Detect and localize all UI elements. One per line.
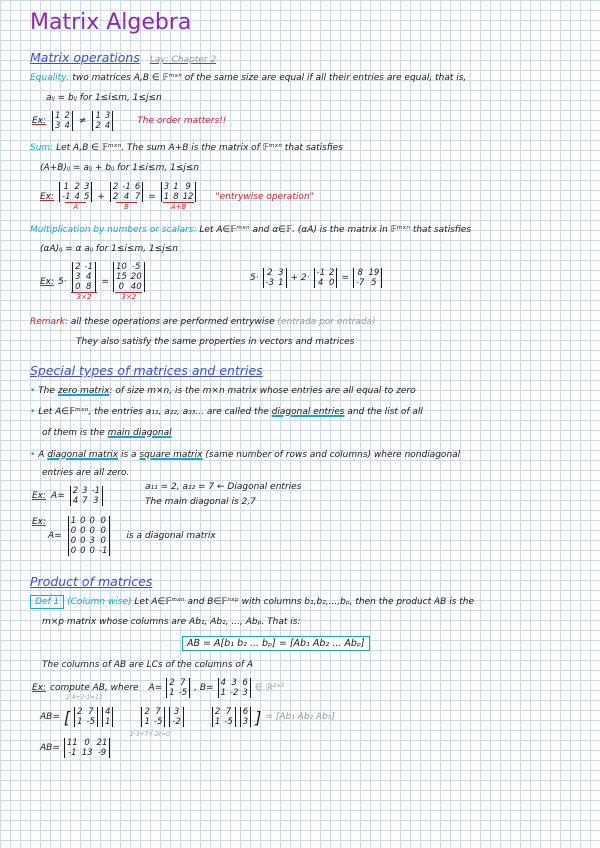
definition-subtitle: (Column wise) bbox=[67, 597, 132, 607]
combination-example: 5· 2 3 -3 1 + 2· -1 2 4 0 = 8 19 -7 5 bbox=[250, 268, 382, 288]
matrix-cell: -1 bbox=[98, 546, 108, 556]
matrix-cell: 10 bbox=[115, 262, 127, 272]
matrix-cell: 6 bbox=[242, 678, 248, 688]
matrix-cell: 8 bbox=[357, 268, 363, 278]
matrix-cell: 0 bbox=[70, 546, 77, 556]
matrix bbox=[59, 182, 92, 202]
matrix-cell: 1 bbox=[63, 182, 69, 192]
matrix-cell: 3 bbox=[75, 272, 81, 282]
matrix-cell: 2 bbox=[144, 707, 150, 717]
matrix bbox=[314, 268, 338, 288]
matrix bbox=[212, 707, 236, 727]
matrix-cell: 0 bbox=[328, 278, 335, 288]
matrix-label: A+B bbox=[163, 202, 194, 211]
matrix-cell: -1 bbox=[91, 486, 101, 496]
term-square-matrix: square matrix bbox=[139, 450, 203, 460]
page-title: Matrix Algebra bbox=[30, 10, 192, 35]
matrix-cell: -5 bbox=[178, 688, 188, 698]
matrix-cell: 0 bbox=[118, 282, 125, 292]
equality-condition: aᵢⱼ = bᵢⱼ for 1≤i≤m, 1≤j≤n bbox=[46, 93, 162, 103]
definition-text: Let A∈𝔽ᵐˣⁿ and B∈𝔽ⁿˣᵖ with columns b₁,b₂,...,bₚ, then the product AB is the bbox=[134, 597, 475, 607]
matrix-cell: 2 bbox=[64, 111, 70, 121]
matrix bbox=[74, 707, 98, 727]
matrix-cell: 21 bbox=[96, 738, 108, 748]
scalar-text: Let A∈𝔽ᵐˣⁿ and α∈𝔽. (αA) is the matrix in 𝔽ᵐˣⁿ that satisfies bbox=[199, 225, 471, 235]
order-note: The order matters!! bbox=[137, 116, 227, 126]
section-heading-special: Special types of matrices and entries bbox=[30, 363, 263, 378]
definition-badge: Def 1 bbox=[30, 595, 64, 609]
term-diagonal-entries: diagonal entries bbox=[271, 407, 345, 417]
matrix-cell: 2 bbox=[169, 678, 175, 688]
matrix-cell: 2 bbox=[267, 268, 273, 278]
matrix-b bbox=[218, 678, 251, 698]
def-line-2: m×p matrix whose columns are Ab₁, Ab₂, ..., Abₚ. That is: bbox=[42, 617, 301, 627]
diagonal-example bbox=[32, 486, 103, 506]
matrix-cell: 0 bbox=[89, 546, 95, 556]
matrix-cell: 8 bbox=[173, 192, 179, 202]
result-matrix bbox=[64, 738, 110, 758]
text: A bbox=[38, 450, 45, 460]
scribble-2: 2·3+7·(-2)=0 bbox=[130, 731, 170, 738]
matrix-cell: 4 bbox=[220, 678, 226, 688]
matrix-label: A bbox=[65, 202, 86, 211]
sum-matrix-a bbox=[59, 182, 92, 211]
example-label: Ex: bbox=[32, 683, 47, 693]
scalar-factor: 5· bbox=[58, 276, 67, 287]
example-label: Ex: bbox=[32, 491, 47, 501]
scalar-result bbox=[113, 262, 145, 301]
matrix-cell: 3 bbox=[231, 678, 237, 688]
matrix-cell: 2 bbox=[328, 268, 335, 278]
matrix-cell: 8 bbox=[86, 282, 92, 292]
matrix-cell: 2 bbox=[112, 182, 119, 192]
sum-label: Sum: bbox=[30, 143, 54, 153]
equality-label: Equality: bbox=[30, 73, 70, 83]
bullet-diagonal-entries-cont bbox=[42, 428, 172, 438]
matrix-cell: 2 bbox=[74, 182, 80, 192]
matrix-cell: 0 bbox=[80, 526, 86, 536]
matrix-cell: 11 bbox=[66, 738, 78, 748]
example-label: Ex: bbox=[32, 517, 47, 527]
matrix-cell: 0 bbox=[80, 536, 86, 546]
matrix-cell: 7 bbox=[82, 496, 88, 506]
section-heading-operations bbox=[30, 50, 216, 65]
text: Let A∈𝔽ᵐˣⁿ, the entries a₁₁, a₂₂, a₃₃... are called the bbox=[38, 407, 269, 417]
matrix-name: A= bbox=[48, 531, 62, 541]
matrix-cell: 1 bbox=[77, 717, 83, 727]
matrix-cell: -1 bbox=[316, 268, 325, 278]
scalar-factor: 5· bbox=[250, 273, 259, 283]
matrix-cell: -2 bbox=[229, 688, 239, 698]
scribble-1: 2·4+7·1=11 bbox=[66, 694, 103, 701]
matrix-cell: 3 bbox=[242, 717, 249, 727]
matrix-cell: 1 bbox=[220, 688, 226, 698]
matrix-cell: 19 bbox=[368, 268, 380, 278]
matrix bbox=[70, 486, 103, 506]
columns-gray-note: = [Ab₁ Ab₂ Ab₃] bbox=[265, 712, 336, 722]
matrix-cell: 4 bbox=[105, 707, 111, 717]
matrix-cell: -9 bbox=[97, 748, 107, 758]
matrix-cell: 3 bbox=[163, 182, 170, 192]
matrix-cell: 3 bbox=[93, 496, 99, 506]
matrix-cell: 1 bbox=[173, 182, 179, 192]
matrix-cell: -1 bbox=[62, 192, 71, 202]
matrix-cell: 0 bbox=[89, 526, 95, 536]
matrix-cell: 0 bbox=[84, 738, 90, 748]
dimension-label: 3×2 bbox=[115, 292, 142, 301]
matrix-cell: 0 bbox=[100, 536, 106, 546]
entrywise-note: "entrywise operation" bbox=[215, 191, 314, 202]
vector bbox=[240, 707, 251, 727]
matrix-cell: 2 bbox=[77, 707, 83, 717]
remark-label: Remark: bbox=[30, 317, 69, 327]
term-diagonal-matrix: diagonal matrix bbox=[47, 450, 119, 460]
matrix-cell: -2 bbox=[172, 717, 181, 727]
scalar-factor: + 2· bbox=[290, 273, 310, 283]
matrix-cell: 3 bbox=[173, 707, 180, 717]
sum-condition: (A+B)ᵢⱼ = aᵢⱼ + bᵢⱼ for 1≤i≤m, 1≤j≤n bbox=[40, 163, 200, 173]
matrix-cell: 4 bbox=[104, 121, 111, 131]
equality-example bbox=[32, 111, 226, 131]
product-result bbox=[40, 738, 110, 758]
vector bbox=[169, 707, 183, 727]
def-line bbox=[30, 597, 474, 607]
text: and the list of all bbox=[347, 407, 423, 417]
matrix-cell: -1 bbox=[122, 182, 131, 192]
heading-text: Matrix operations bbox=[30, 50, 140, 65]
bullet-diagonal-entries: • Let A∈𝔽ᵐˣⁿ, the entries a₁₁, a₂₂, a₃₃... are called the diagonal entries and the list of all bbox=[30, 407, 423, 417]
matrix bbox=[113, 262, 145, 292]
matrix-cell: 3 bbox=[242, 688, 248, 698]
matrix-cell: 1 bbox=[169, 688, 175, 698]
matrix bbox=[52, 111, 73, 131]
sum-line bbox=[30, 143, 343, 153]
scalar-mult-line bbox=[30, 225, 471, 235]
matrix-cell: 4 bbox=[72, 496, 79, 506]
matrix-cell: 4 bbox=[318, 278, 324, 288]
matrix-cell: 1 bbox=[163, 192, 170, 202]
matrix-cell: 0 bbox=[89, 516, 95, 526]
sum-text: Let A,B ∈ 𝔽ᵐˣⁿ. The sum A+B is the matrix of 𝔽ᵐˣⁿ that satisfies bbox=[56, 143, 343, 153]
bullet-zero-matrix: • The zero matrix: of size m×n, is the m×n matrix whose entries are all equal to zero bbox=[30, 386, 416, 396]
text: (same number of rows and columns) where nondiagonal bbox=[205, 450, 461, 460]
remark-line-2: They also satisfy the same properties in vectors and matrices bbox=[76, 337, 355, 347]
matrix-cell: 6 bbox=[134, 182, 141, 192]
matrix-cell: 7 bbox=[88, 707, 94, 717]
matrix bbox=[68, 516, 111, 556]
diagonal-entries-note: a₁₁ = 2, a₂₂ = 7 ← Diagonal entries bbox=[145, 482, 302, 492]
main-diagonal-note: The main diagonal is 2,7 bbox=[145, 497, 256, 507]
scalar-label: Multiplication by numbers or scalars: bbox=[30, 225, 197, 235]
ab-label: AB= bbox=[40, 743, 60, 753]
matrix-cell: 3 bbox=[89, 536, 95, 546]
matrix-cell: 4 bbox=[64, 121, 70, 131]
matrix-cell: 1 bbox=[214, 717, 221, 727]
matrix-cell: 13 bbox=[81, 748, 93, 758]
matrix-cell: 7 bbox=[134, 192, 141, 202]
scalar-example: Ex: 5· 2 -1 3 4 0 8 3×2 = 10 -5 15 20 0 40 3×2 bbox=[40, 262, 145, 301]
matrix-cell: -5 bbox=[86, 717, 96, 727]
matrix-cell: 6 bbox=[242, 707, 249, 717]
equality-text: two matrices A,B ∈ 𝔽ᵐˣⁿ of the same size are equal if all their entries are equal, that is, bbox=[72, 73, 467, 83]
matrix-name: A= bbox=[51, 491, 65, 501]
matrix-cell: 0 bbox=[80, 546, 86, 556]
remark-text: all these operations are performed entrywise bbox=[70, 317, 275, 327]
matrix-cell: -3 bbox=[265, 278, 275, 288]
matrix-cell: 4 bbox=[74, 192, 80, 202]
matrix bbox=[263, 268, 287, 288]
matrix-cell: 4 bbox=[86, 272, 92, 282]
matrix-cell: 0 bbox=[100, 516, 106, 526]
matrix-cell: 7 bbox=[225, 707, 232, 717]
matrix-cell: 40 bbox=[130, 282, 142, 292]
example-label: Ex: bbox=[32, 116, 47, 126]
matrix-cell: -7 bbox=[355, 278, 365, 288]
dimension-label: 3×2 bbox=[71, 292, 98, 301]
matrix-cell: 1 bbox=[55, 111, 61, 121]
matrix bbox=[161, 182, 197, 202]
matrix bbox=[72, 262, 96, 292]
matrix-cell: 0 bbox=[75, 282, 81, 292]
scalar-condition: (αA)ᵢⱼ = α aᵢⱼ for 1≤i≤m, 1≤j≤n bbox=[40, 244, 178, 254]
matrix-a bbox=[166, 678, 190, 698]
matrix-cell: -1 bbox=[68, 748, 77, 758]
columns-note: The columns of AB are LCs of the columns of A bbox=[42, 660, 254, 670]
diagonal-example-2 bbox=[48, 516, 216, 556]
sum-matrix-b bbox=[110, 182, 143, 211]
matrix-cell: -5 bbox=[153, 717, 163, 727]
example-label: Ex: bbox=[40, 276, 55, 287]
matrix-cell: 3 bbox=[82, 486, 88, 496]
matrix-cell: 2 bbox=[214, 707, 221, 717]
matrix-cell: 3 bbox=[55, 121, 61, 131]
term-zero-matrix: zero matrix bbox=[57, 386, 110, 396]
remark-translation: (entrada por entrada) bbox=[277, 317, 376, 327]
matrix bbox=[92, 111, 113, 131]
term-main-diagonal: main diagonal bbox=[107, 428, 172, 438]
matrix-cell: 3 bbox=[278, 268, 284, 278]
text: of them is the bbox=[42, 428, 105, 438]
matrix-cell: -5 bbox=[224, 717, 233, 727]
not-equal-sign: ≠ bbox=[78, 116, 87, 126]
vector bbox=[102, 707, 113, 727]
text: : of size m×n, is the m×n matrix whose entries are all equal to zero bbox=[109, 386, 416, 396]
matrix-label: B bbox=[116, 202, 137, 211]
diagonal-note: is a diagonal matrix bbox=[126, 531, 216, 541]
chapter-reference: Lay: Chapter 2 bbox=[149, 55, 217, 65]
matrix-cell: -1 bbox=[84, 262, 93, 272]
matrix-cell: 0 bbox=[70, 526, 77, 536]
matrix-cell: 7 bbox=[180, 678, 186, 688]
sum-matrix-result bbox=[161, 182, 197, 211]
dimension-note: ∈ ℝ²ˣ³ bbox=[254, 683, 284, 693]
text: The bbox=[38, 386, 55, 396]
example-label: Ex: bbox=[40, 191, 55, 202]
matrix-cell: 5 bbox=[83, 192, 90, 202]
matrix-cell: -5 bbox=[131, 262, 141, 272]
product-example: Ex: compute AB, where A= 2 7 1 -5 , B= 4 3 6 1 -2 3 ∈ ℝ²ˣ³ bbox=[32, 678, 284, 698]
sum-example: Ex: 1 2 3 -1 4 5 A + 2 -1 6 2 4 7 B = 3 1 9 1 8 12 A+B "entrywise operation" bbox=[40, 182, 314, 211]
matrix-cell: 9 bbox=[185, 182, 191, 192]
matrix-cell: 4 bbox=[123, 192, 130, 202]
example-label-2 bbox=[32, 517, 46, 527]
matrix bbox=[141, 707, 165, 727]
matrix-cell: 5 bbox=[371, 278, 377, 288]
bullet-diagonal-matrix: • A diagonal matrix is a square matrix (same number of rows and columns) where nondiagonal bbox=[30, 450, 461, 460]
matrix-cell: 3 bbox=[83, 182, 90, 192]
matrix-cell: 20 bbox=[130, 272, 142, 282]
matrix-cell: 1 bbox=[278, 278, 284, 288]
matrix-cell: 2 bbox=[75, 262, 81, 272]
matrix-cell: 1 bbox=[70, 516, 77, 526]
matrix bbox=[110, 182, 143, 202]
matrix-cell: 0 bbox=[70, 536, 77, 546]
ab-label: AB= bbox=[40, 712, 60, 722]
matrix-cell: 1 bbox=[144, 717, 150, 727]
text: is a bbox=[120, 450, 137, 460]
matrix-cell: 15 bbox=[115, 272, 127, 282]
matrix-cell: 1 bbox=[105, 717, 111, 727]
product-formula-box: AB = A[b₁ b₂ ... bₚ] = [Ab₁ Ab₂ ... Abₚ] bbox=[182, 636, 370, 651]
scalar-matrix bbox=[71, 262, 98, 301]
matrix-cell: 0 bbox=[100, 526, 106, 536]
remark-line bbox=[30, 317, 376, 327]
matrix bbox=[353, 268, 382, 288]
matrix-cell: 0 bbox=[80, 516, 86, 526]
matrix-cell: 1 bbox=[95, 111, 101, 121]
example-text: compute AB, where bbox=[50, 683, 139, 693]
product-columns: AB= [ 2 7 1 -5 4 1 2 7 1 -5 3 -2 2 7 1 -5 6 3 ] = [Ab₁ Ab₂ Ab₃] bbox=[40, 707, 336, 727]
section-heading-product: Product of matrices bbox=[30, 574, 153, 589]
matrix-cell: 2 bbox=[112, 192, 119, 202]
matrix-cell: 7 bbox=[155, 707, 161, 717]
bullet-diagonal-matrix-cont: entries are all zero. bbox=[42, 468, 130, 478]
matrix-cell: 2 bbox=[72, 486, 79, 496]
matrix-cell: 2 bbox=[95, 121, 101, 131]
matrix-cell: 12 bbox=[182, 192, 194, 202]
equality-line bbox=[30, 73, 466, 83]
matrix-cell: 3 bbox=[104, 111, 111, 121]
